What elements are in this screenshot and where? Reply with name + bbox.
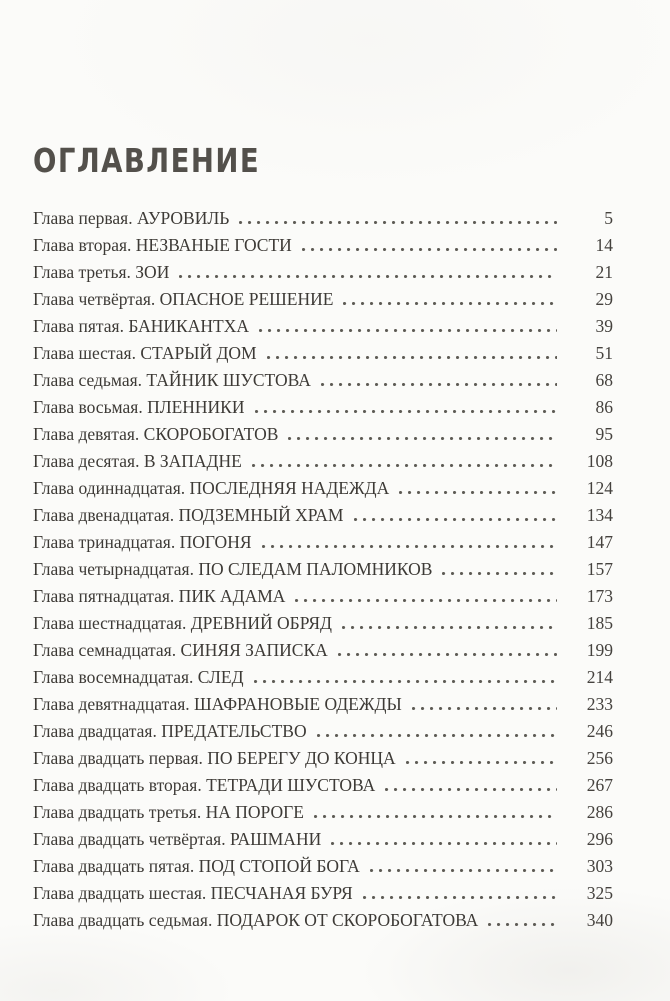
toc-entry-page-number: 246: [586, 721, 613, 741]
dot-leader: [354, 508, 558, 521]
toc-entry-label: Глава двадцать пятая. ПОД СТОПОЙ БОГА: [33, 856, 360, 876]
toc-entry: [33, 394, 613, 421]
dot-leader: [342, 616, 557, 629]
toc-entry: [33, 853, 613, 880]
dot-leader: [179, 265, 557, 278]
toc-entry: [33, 637, 613, 664]
toc-entry-page-number: 214: [586, 667, 613, 687]
toc-entry-label: Глава двадцатая. ПРЕДАТЕЛЬСТВО: [33, 721, 307, 741]
toc-entry-page-number: 286: [586, 802, 613, 822]
toc-entry: [33, 367, 613, 394]
dot-leader: [363, 886, 557, 899]
toc-entry-page-number: 134: [586, 505, 613, 525]
toc-entry-page-number: 256: [586, 748, 613, 768]
toc-entry-label: Глава пятая. БАНИКАНТХА: [33, 316, 249, 336]
dot-leader: [267, 346, 557, 359]
toc-entry: [33, 745, 613, 772]
toc-entry-label: Глава вторая. НЕЗВАНЫЕ ГОСТИ: [33, 235, 292, 255]
dot-leader: [288, 427, 557, 440]
toc-entry-label: Глава первая. АУРОВИЛЬ: [33, 208, 230, 228]
toc-entry-page-number: 147: [586, 532, 613, 552]
toc-entry-label: Глава четырнадцатая. ПО СЛЕДАМ ПАЛОМНИКОВ: [33, 559, 433, 579]
dot-leader: [252, 454, 557, 467]
dot-leader: [321, 373, 557, 386]
dot-leader: [399, 481, 557, 494]
toc-entry-page-number: 21: [595, 262, 613, 282]
toc-entry-page-number: 39: [595, 316, 613, 336]
toc-entry: [33, 583, 613, 610]
dot-leader: [314, 805, 557, 818]
toc-entry: [33, 313, 613, 340]
toc-entry-label: Глава шестая. СТАРЫЙ ДОМ: [33, 343, 257, 363]
toc-entry-label: Глава пятнадцатая. ПИК АДАМА: [33, 586, 286, 606]
toc-entry: [33, 691, 613, 718]
toc-entry-page-number: 5: [604, 208, 613, 228]
toc-entry-page-number: 157: [586, 559, 613, 579]
toc-entry-page-number: 108: [586, 451, 613, 471]
toc-list: [33, 205, 613, 934]
toc-entry: [33, 718, 613, 745]
toc-entry: [33, 610, 613, 637]
toc-entry-label: Глава восемнадцатая. СЛЕД: [33, 667, 244, 687]
toc-entry: [33, 880, 613, 907]
toc-entry: [33, 259, 613, 286]
toc-entry-page-number: 29: [595, 289, 613, 309]
toc-entry: [33, 475, 613, 502]
toc-entry-page-number: 199: [586, 640, 613, 660]
dot-leader: [255, 400, 558, 413]
dot-leader: [302, 238, 557, 251]
toc-entry: [33, 772, 613, 799]
toc-entry-page-number: 68: [595, 370, 613, 390]
toc-entry-label: Глава четвёртая. ОПАСНОЕ РЕШЕНИЕ: [33, 289, 334, 309]
toc-entry-label: Глава двадцать вторая. ТЕТРАДИ ШУСТОВА: [33, 775, 376, 795]
dot-leader: [442, 562, 557, 575]
toc-entry-page-number: 267: [586, 775, 613, 795]
dot-leader: [259, 319, 557, 332]
dot-leader: [295, 589, 557, 602]
toc-entry-label: Глава семнадцатая. СИНЯЯ ЗАПИСКА: [33, 640, 328, 660]
toc-entry: [33, 529, 613, 556]
toc-entry-page-number: 303: [586, 856, 613, 876]
toc-entry-label: Глава двадцать первая. ПО БЕРЕГУ ДО КОНЦА: [33, 748, 396, 768]
toc-entry: [33, 799, 613, 826]
toc-entry-label: Глава двенадцатая. ПОДЗЕМНЫЙ ХРАМ: [33, 505, 344, 525]
dot-leader: [338, 643, 557, 656]
toc-entry: [33, 907, 613, 934]
toc-entry-label: Глава двадцать третья. НА ПОРОГЕ: [33, 802, 304, 822]
toc-entry: [33, 502, 613, 529]
toc-entry-label: Глава девятнадцатая. ШАФРАНОВЫЕ ОДЕЖДЫ: [33, 694, 402, 714]
toc-entry-page-number: 14: [595, 235, 613, 255]
toc-entry-label: Глава двадцать шестая. ПЕСЧАНАЯ БУРЯ: [33, 883, 353, 903]
toc-entry: [33, 421, 613, 448]
dot-leader: [385, 778, 557, 791]
dot-leader: [406, 751, 557, 764]
toc-entry: [33, 286, 613, 313]
dot-leader: [254, 670, 557, 683]
toc-entry-page-number: 185: [586, 613, 613, 633]
toc-entry: [33, 664, 613, 691]
toc-entry-page-number: 296: [586, 829, 613, 849]
toc-entry-label: Глава двадцать седьмая. ПОДАРОК ОТ СКОРОБОГАТОВА: [33, 910, 479, 930]
toc-entry-label: Глава восьмая. ПЛЕННИКИ: [33, 397, 245, 417]
toc-entry-label: Глава девятая. СКОРОБОГАТОВ: [33, 424, 279, 444]
dot-leader: [412, 697, 557, 710]
toc-entry: [33, 556, 613, 583]
dot-leader: [317, 724, 557, 737]
toc-entry: [33, 448, 613, 475]
toc-entry-label: Глава десятая. В ЗАПАДНЕ: [33, 451, 242, 471]
dot-leader: [343, 292, 557, 305]
toc-entry-page-number: 173: [586, 586, 613, 606]
toc-entry-page-number: 325: [586, 883, 613, 903]
dot-leader: [239, 211, 557, 224]
page-title: ОГЛАВЛЕНИЕ: [33, 141, 261, 180]
toc-entry-page-number: 340: [586, 910, 613, 930]
dot-leader: [262, 535, 557, 548]
toc-entry: [33, 232, 613, 259]
toc-entry-label: Глава тринадцатая. ПОГОНЯ: [33, 532, 252, 552]
toc-entry: [33, 340, 613, 367]
toc-entry: [33, 205, 613, 232]
toc-entry-label: Глава шестнадцатая. ДРЕВНИЙ ОБРЯД: [33, 613, 332, 633]
toc-entry-page-number: 233: [586, 694, 613, 714]
toc-entry-page-number: 124: [586, 478, 613, 498]
toc-entry: [33, 826, 613, 853]
dot-leader: [331, 832, 557, 845]
toc-entry-page-number: 95: [595, 424, 613, 444]
dot-leader: [370, 859, 557, 872]
toc-entry-label: Глава двадцать четвёртая. РАШМАНИ: [33, 829, 322, 849]
toc-entry-label: Глава одиннадцатая. ПОСЛЕДНЯЯ НАДЕЖДА: [33, 478, 390, 498]
dot-leader: [488, 913, 557, 926]
toc-entry-page-number: 86: [595, 397, 613, 417]
toc-entry-label: Глава третья. ЗОИ: [33, 262, 170, 282]
toc-entry-label: Глава седьмая. ТАЙНИК ШУСТОВА: [33, 370, 311, 390]
toc-entry-page-number: 51: [595, 343, 613, 363]
